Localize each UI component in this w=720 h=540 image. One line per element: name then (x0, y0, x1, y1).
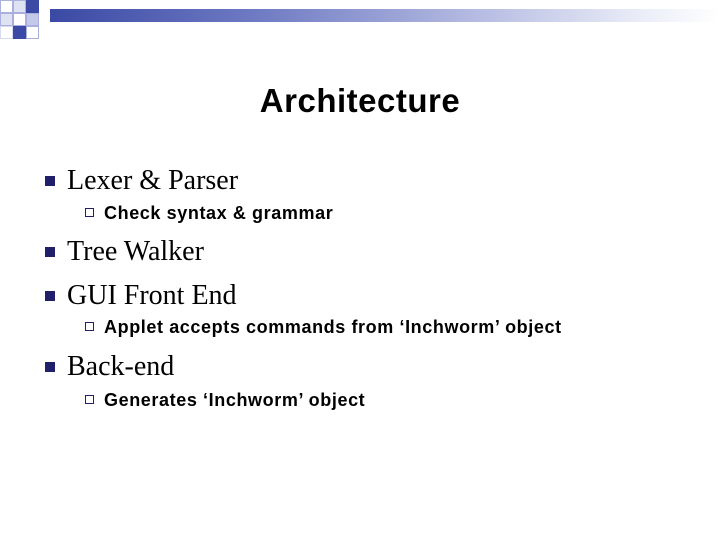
decor-square (26, 26, 39, 39)
bullet-text: GUI Front End (67, 280, 237, 311)
bullet-text: Back-end (67, 351, 175, 382)
decor-square (26, 13, 39, 26)
bullet-item (45, 352, 445, 382)
square-bullet-icon (45, 291, 55, 301)
header-gradient-bar (50, 9, 720, 22)
hollow-square-bullet-icon (85, 322, 94, 331)
sub-bullet-text: Generates ‘Inchworm’ object (104, 390, 366, 410)
square-bullet-icon (45, 362, 55, 372)
decor-square (26, 0, 39, 13)
decor-square (0, 13, 13, 26)
square-bullet-icon (45, 176, 55, 186)
sub-bullet-text: Check syntax & grammar (104, 203, 334, 223)
sub-bullet-item (85, 389, 585, 411)
slide-title-text: Architecture (259, 82, 461, 119)
bullet-text: Lexer & Parser (67, 165, 239, 196)
bullet-item (45, 237, 445, 267)
square-bullet-icon (45, 247, 55, 257)
decor-square (0, 26, 13, 39)
sub-bullet-item (85, 316, 705, 338)
decor-square (13, 26, 26, 39)
sub-bullet-item (85, 202, 585, 224)
decor-square (13, 13, 26, 26)
bullet-item (45, 166, 445, 196)
decor-square (13, 0, 26, 13)
hollow-square-bullet-icon (85, 208, 94, 217)
bullet-text: Tree Walker (67, 236, 204, 267)
slide-title (0, 82, 720, 120)
bullet-item (45, 281, 445, 311)
sub-bullet-text: Applet accepts commands from ‘Inchworm’ object (104, 317, 562, 337)
hollow-square-bullet-icon (85, 395, 94, 404)
decor-square (0, 0, 13, 13)
